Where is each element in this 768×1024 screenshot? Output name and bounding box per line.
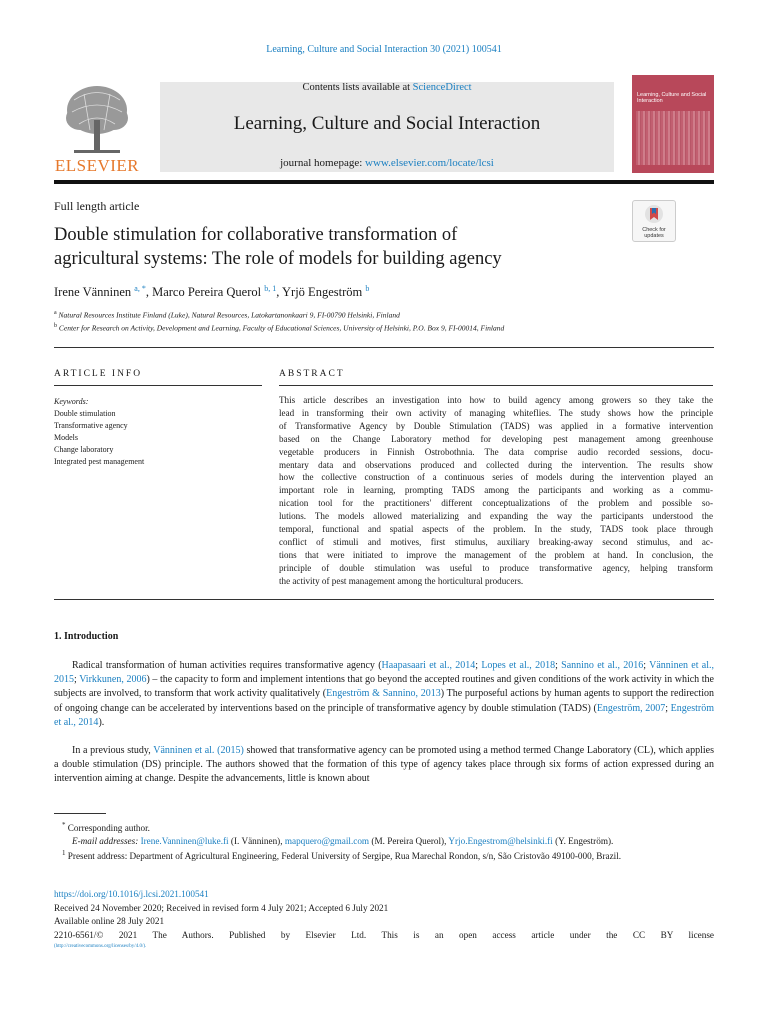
keyword[interactable]: Integrated pest management [54,457,145,466]
journal-cover[interactable] [632,75,714,173]
citation-link[interactable]: Lopes et al., 2018 [481,660,556,671]
email-owner: (M. Pereira Querol), [369,835,449,846]
affiliation [54,323,504,333]
present-address-text: Present address: Department of Agricultural Engineering, Federal University of Sergipe, Rua Marechal Rondon, s/n, São Cristovão 49100-000, Brazil. [67,851,622,862]
email-owner: (I. Vänninen), [228,835,285,846]
citation-link[interactable]: Engeström & Sannino, 2013 [326,688,441,700]
author-name[interactable]: Irene Vänninen [54,285,132,300]
homepage-prefix: journal homepage: [280,157,366,169]
abstract-line: temporal, functional and spatial aspects of the problem. In the study, TADS took place through [279,524,713,535]
header-rule [54,180,714,184]
citation-link[interactable]: Vänninen et al., 2015 [54,660,715,686]
abstract-line: of Transformative Agency by Double Stimulation (TADS) was applied in a formative intervention [279,420,713,431]
abstract-line: nication tool for the practitioners' different conceptualizations of the problem and possible so- [279,498,713,509]
abstract-text [279,394,713,588]
title-line-2: agricultural systems: The role of models for building agency [54,249,502,269]
paragraph-text: ) The purposeful actions by human agents to support the redirection of ongoing change can be accelerated by interventions based on the principle of transformative agency by double stimulation (TADS) ( [54,688,714,714]
cover-image [636,111,710,165]
homepage-link[interactable]: www.elsevier.com/locate/lcsi [365,157,494,169]
affiliation-sup: a [54,310,57,316]
email-label: E-mail addresses: [72,835,139,846]
asterisk-mark: * [62,821,66,829]
contents-prefix: Contents lists available at [302,82,413,93]
received-dates: Received 24 November 2020; Received in revised form 4 July 2021; Accepted 6 July 2021 [54,903,389,913]
abstract-heading: ABSTRACT [279,369,345,379]
section-rule [54,347,714,348]
abstract-line: principle of double stimulation was useful to produce transformative agency, helping transform [279,562,713,573]
paragraph-text: ; [475,660,482,671]
citation-link[interactable]: Engeström et al., 2014 [54,702,714,728]
author-list: Irene Vänninen $^{a, *}$, Marco Pereira Querol $^{b, 1}$, Yrjö Engeström $^b$ [54,284,370,300]
email-owner: (Y. Engeström). [552,835,614,846]
cover-title: Learning, Culture and Social Interaction [637,92,707,104]
keyword[interactable]: Transformative agency [54,421,128,430]
paragraph-text: ) – the capacity to form and implement intentions that go beyond the accepted routines and given conditions of the work activity in which the subjects are involved, to transform that work activity qualitatively ( [54,674,714,700]
abstract-line: the activity of pest management among the horticultural producers. [279,575,524,586]
author-name[interactable]: Yrjö Engeström [282,285,363,300]
abstract-line: tions that were initiated to improve the management of the problem at hand. In conclusion, the [279,549,713,560]
available-online: Available online 28 July 2021 [54,916,165,926]
citation-link[interactable]: Haapasaari et al., 2014 [381,660,476,671]
abstract-bottom-rule [54,599,714,600]
affiliation-text: Center for Research on Activity, Development and Learning, Faculty of Educational Sciences, University of Helsinki, P.O. Box 9, FI-00014, Finland [58,323,505,333]
citation-link[interactable]: Sannino et al., 2016 [561,660,644,671]
intro-paragraph-1 [54,659,714,730]
author-sup[interactable]: b, 1 [264,284,277,293]
citation-link[interactable]: Engeström, 2007 [596,702,666,714]
keywords-block [54,396,144,468]
footnote-present-address [54,847,714,863]
homepage-line [160,157,614,169]
abstract-line: conflict of stimuli and motives, first stimulus, auxiliary breaking-away second stimulus, and ac- [279,536,713,547]
check-line2: updates [644,232,664,239]
author-sup[interactable]: a, * [134,284,146,293]
keyword[interactable]: Double stimulation [54,409,116,418]
citation-link[interactable]: Virkkunen, 2006 [79,674,147,686]
abstract-line: based on the Change Laboratory method for developing pest management among greenhouse [279,433,713,444]
abstract-line: lead in transforming their own activity of managing whiteflies. The study shows how the principle [279,407,713,418]
article-type: Full length article [54,199,140,213]
contents-line [160,82,614,93]
paragraph-text: ; [74,674,80,686]
abstract-line: lutions. The models allowed materializing and expanding the way the participants understood the [279,511,713,522]
running-header[interactable]: Learning, Culture and Social Interaction 30 (2021) 100541 [266,44,502,55]
affiliation [54,310,400,320]
doi-link[interactable]: https://doi.org/10.1016/j.lcsi.2021.100541 [54,889,209,899]
abstract-line: important role in learning, prompting TADS among the participants and working as a commu- [279,485,713,496]
check-for-updates-button[interactable] [632,200,676,242]
abstract-line: mentary data and observations produced and collected during the intervention. The results show [279,459,713,470]
check-line1: Check for [642,227,666,233]
section-heading-introduction: 1. Introduction [54,631,119,642]
paragraph-text: ; [643,660,650,671]
author-sup[interactable]: b [365,284,370,293]
abstract-line: vegetable producers in Finnish Ostrobothnia. The data comprise audio recorded sessions, docu- [279,446,713,457]
abstract-line: This article describes an investigation into how to build agency among growers so they take the [279,395,713,405]
email-link[interactable]: mapquero@gmail.com [284,835,370,846]
keyword[interactable]: Models [54,433,78,442]
paragraph-text: ). [98,716,105,728]
elsevier-wordmark: ELSEVIER [54,156,140,175]
author-name[interactable]: Marco Pereira Querol [152,285,262,300]
footnotes [54,819,714,863]
abstract-line: how the collective construction of a continuous series of models during the intervention played an [279,472,713,483]
sciencedirect-link[interactable]: ScienceDirect [412,82,472,93]
paragraph-text: In a previous study, [72,745,154,756]
bookmark-icon [644,204,664,224]
license-url[interactable]: (http://creativecommons.org/licenses/by/4.0/). [54,944,147,949]
affiliation-text: Natural Resources Institute Finland (Luke), Natural Resources, Latokartanonkaari 9, FI-00790 Helsinki, Finland [58,310,400,320]
paragraph-text: ; [665,702,671,714]
email-link[interactable]: Irene.Vanninen@luke.fi [140,835,229,846]
footnote-number: 1 [62,849,66,858]
keyword[interactable]: Change laboratory [54,445,114,454]
affiliation-sup: b [54,323,57,329]
footnote-emails [54,835,714,848]
paragraph-text: showed that transformative agency can be promoted using a method termed Change Laboratory (CL), which applies a double stimulation (DS) principle. The authors showed that the formation of this type of agency takes place through six forms of action expressed during an intervention aiming at change. Despite the advancements, little is known about [54,745,714,785]
email-link[interactable]: Yrjo.Engestrom@helsinki.fi [448,835,553,846]
article-info-rule [54,385,262,386]
journal-title: Learning, Culture and Social Interaction [233,113,541,134]
paragraph-text: Radical transformation of human activities requires transformative agency ( [72,660,382,671]
footnote-rule [54,813,106,814]
abstract-rule [279,385,713,386]
article-title [54,223,614,271]
title-line-1: Double stimulation for collaborative transformation of [54,225,458,245]
article-info-heading: ARTICLE INFO [54,369,143,379]
citation-link[interactable]: Vänninen et al. (2015) [153,745,244,756]
corresponding-text: Corresponding author. [67,823,150,834]
license-text: 2210-6561/© 2021 The Authors. Published by Elsevier Ltd. This is an open access article under the CC BY license [54,930,714,940]
keywords-label: Keywords: [54,397,89,406]
paragraph-text: ; [555,660,562,671]
footnote-corresponding [54,819,714,835]
intro-paragraph-2 [54,744,714,787]
